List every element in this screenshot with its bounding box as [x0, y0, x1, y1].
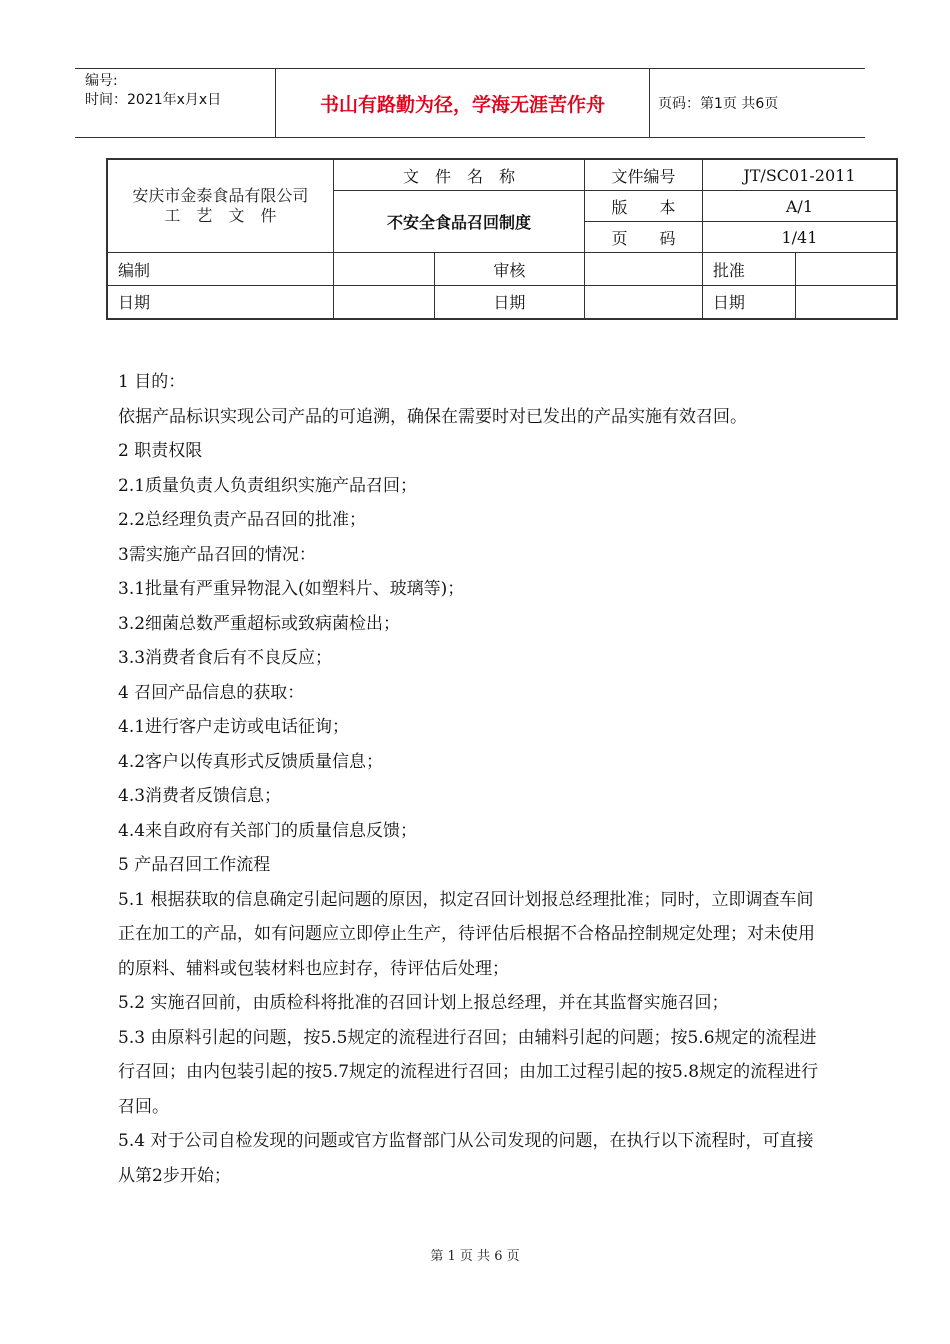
- document-type: 工 艺 文 件: [164, 206, 277, 225]
- approved-label: 批准: [702, 253, 795, 286]
- paragraph: 4.4来自政府有关部门的质量信息反馈；: [118, 820, 418, 841]
- paragraph: 3.2细菌总数严重超标或致病菌检出；: [118, 613, 401, 634]
- paragraph: 4.1进行客户走访或电话征询；: [118, 717, 350, 737]
- approved-date-label: 日期: [702, 286, 795, 319]
- version-label: 版 本: [585, 191, 703, 222]
- approved-value: [795, 253, 897, 286]
- document-title: 不安全食品召回制度: [333, 191, 584, 253]
- paragraph: 5.1 根据获取的信息确定引起问题的原因，拟定召回计划报总经理批准；同时，立即调查车间正在加工的产品，如有问题应立即停止生产，待评估后根据不合格品控制规定处理；对未使用的原料、辅料或包装材料也应封存，待评估后处理；: [118, 889, 815, 979]
- paragraph: 4 召回产品信息的获取：: [118, 682, 305, 703]
- paragraph: 3.1批量有严重异物混入(如塑料片、玻璃等)；: [118, 579, 465, 599]
- paragraph: 4.2客户以传真形式反馈质量信息；: [118, 751, 384, 772]
- prepared-label: 编制: [107, 253, 333, 286]
- paragraph: 5.3 由原料引起的问题，按5.5规定的流程进行召回；由辅料引起的问题；按5.6规定的流程进行召回；由内包装引起的按5.7规定的流程进行召回；由加工过程引起的按5.8规定的流程进行召回。: [118, 1027, 819, 1117]
- file-name-label: 文 件 名 称: [333, 159, 584, 191]
- paragraph: 5 产品召回工作流程: [118, 855, 271, 875]
- time-label: 时间：2021年x月x日: [85, 92, 222, 108]
- prepared-date-value: [333, 286, 434, 319]
- banner-meta: [75, 69, 276, 137]
- file-no-label: 文件编号: [585, 159, 703, 191]
- prepared-date-label: 日期: [107, 286, 333, 319]
- paragraph: 2 职责权限: [118, 441, 203, 461]
- reviewed-value: [585, 253, 703, 286]
- page-label: 页 码: [585, 222, 703, 253]
- document-header-table: [106, 158, 898, 320]
- banner-page-info: 页码：第1页 共6页: [658, 96, 779, 112]
- paragraph: 依据产品标识实现公司产品的可追溯，确保在需要时对已发出的产品实施有效召回。: [118, 406, 747, 427]
- banner-motto: 书山有路勤为径，学海无涯苦作舟: [276, 69, 650, 137]
- paragraph: 3需实施产品召回的情况：: [118, 544, 316, 565]
- file-no-value: JT/SC01-2011: [702, 159, 897, 191]
- number-label: 编号:: [85, 73, 118, 89]
- top-banner: [75, 68, 865, 138]
- paragraph: 4.3消费者反馈信息；: [118, 786, 282, 806]
- prepared-value: [333, 253, 434, 286]
- reviewed-date-label: 日期: [434, 286, 585, 319]
- paragraph: 5.4 对于公司自检发现的问题或官方监督部门从公司发现的问题，在执行以下流程时，可直接从第2步开始；: [118, 1131, 814, 1186]
- paragraph: 3.3消费者食后有不良反应；: [118, 648, 333, 668]
- paragraph: 2.2总经理负责产品召回的批准；: [118, 510, 367, 530]
- version-value: A/1: [702, 191, 897, 222]
- paragraph: 2.1质量负责人负责组织实施产品召回；: [118, 475, 418, 496]
- document-body: [118, 365, 830, 1193]
- paragraph: 5.2 实施召回前，由质检科将批准的召回计划上报总经理，并在其监督实施召回；: [118, 993, 729, 1013]
- approved-date-value: [795, 286, 897, 319]
- paragraph: 1 目的：: [118, 372, 186, 392]
- reviewed-label: 审核: [434, 253, 585, 286]
- company-cell: [107, 159, 333, 253]
- company-name: 安庆市金泰食品有限公司: [132, 186, 309, 205]
- page-value: 1/41: [702, 222, 897, 253]
- page-footer: 第 1 页 共 6 页: [430, 1249, 520, 1264]
- reviewed-date-value: [585, 286, 703, 319]
